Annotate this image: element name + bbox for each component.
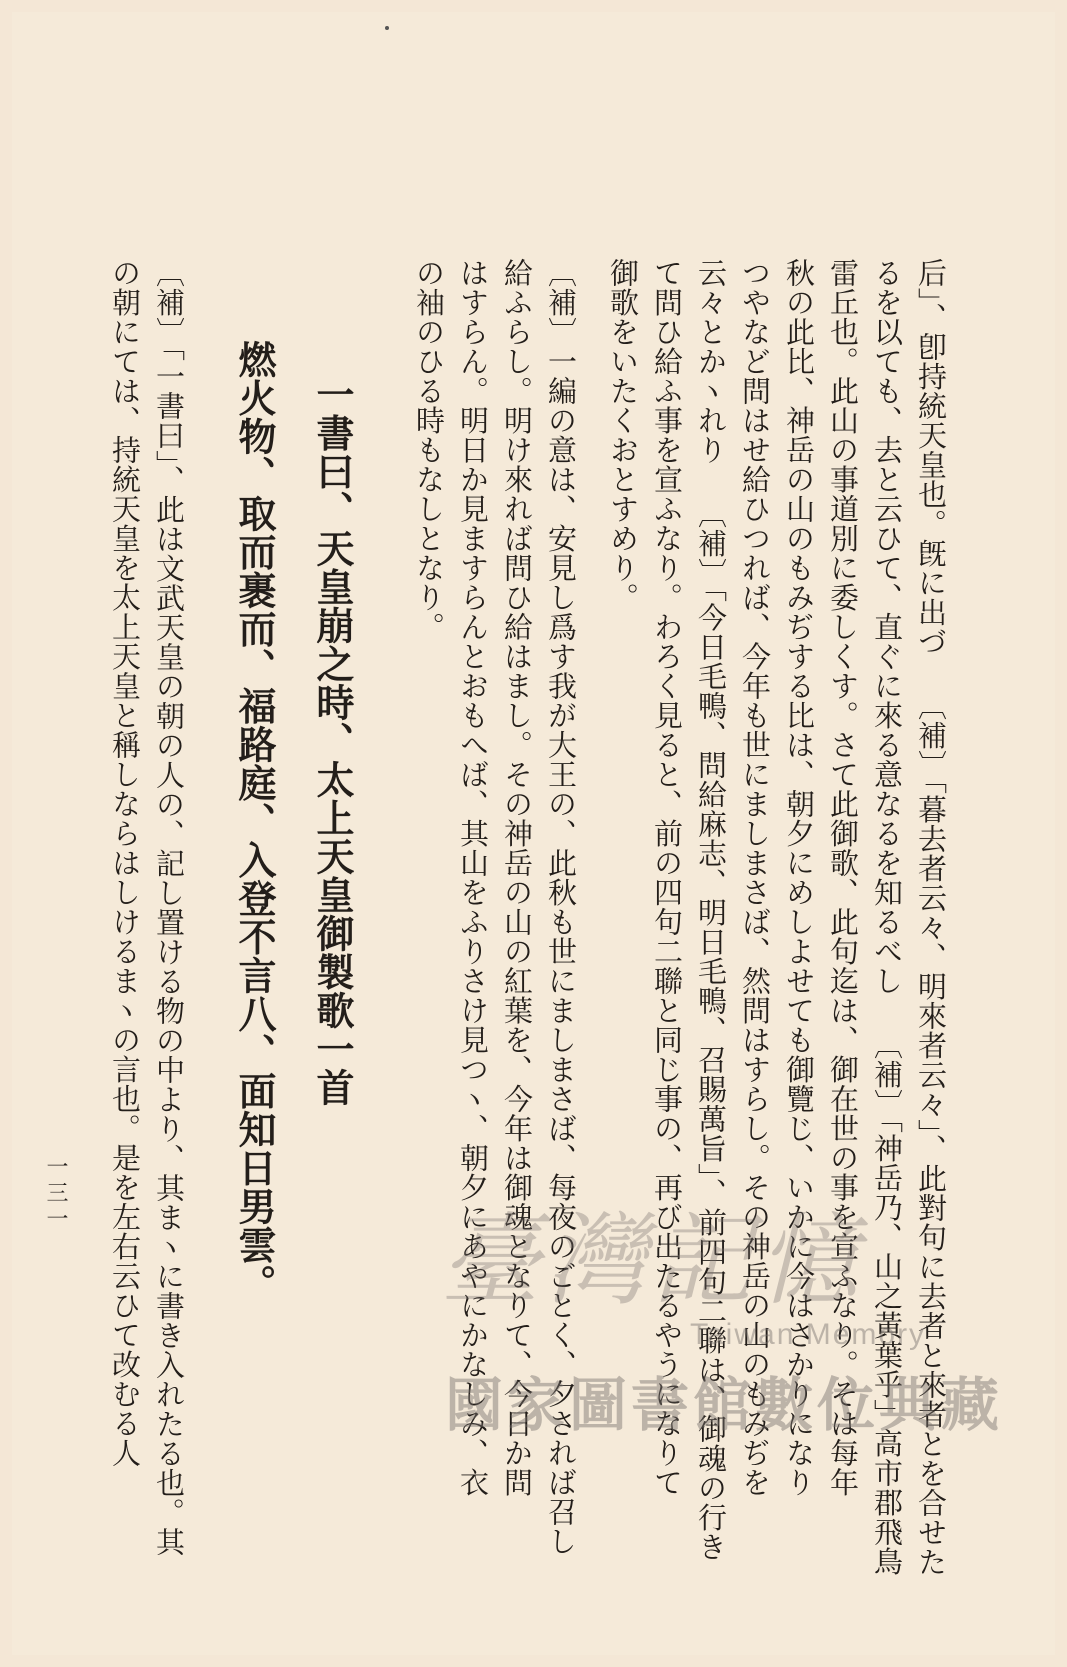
watermark-library-name: 國家圖書館數位典藏 — [445, 1371, 1004, 1439]
text-column-4: 秋の此比、神岳の山のもみぢする比は、朝夕にめしよせても御覽じ、いかに今はさかりになり — [782, 258, 816, 1497]
page-number: 一三一 — [43, 1155, 68, 1233]
text-column-5: つやなど問はせ給ひつれば、今年も世にましまさば、然問はすらし。その神岳の山のもみぢを — [738, 258, 772, 1497]
text-column-12: の袖のひる時もなしとなり。 — [412, 258, 446, 642]
text-column-6: 云々とかヽれり 〔補〕「今日毛鴨、問給麻志、明日毛鴨、召賜萬旨」、前四句二聯は、御魂の行き — [694, 258, 728, 1562]
watermark-logo: 臺灣記憶 — [440, 1202, 864, 1319]
text-column-11: はすらん。明日か見ますらんとおもへば、其山をふりさけ見つヽ、朝夕にあやにかなしみ、衣 — [456, 258, 490, 1497]
poem-text: 燃火物、取而裹而、福路庭、入登不言八、面知日男雲。 — [232, 340, 277, 1303]
text-column-1: 后」、卽持統天皇也。旣に出づ 〔補〕「暮去者云々、明來者云々」、此對句に去者と來者とを合せた — [914, 258, 948, 1577]
text-column-16: の朝にては、持統天皇を太上天皇と稱しならはしけるまヽの言也。是を左右云ひて改むる人 — [108, 258, 142, 1468]
text-column-9: 〔補〕一編の意は、安見し爲す我が大王の、此秋も世にましまさば、每夜のごとく、夕されば召し — [544, 258, 578, 1556]
text-column-3: 雷丘也。此山の事道別に委しくす。さて此御歌、此句迄は、御在世の事を宣ふなり。そは每年 — [826, 258, 860, 1497]
text-column-2: るを以ても、去と云ひて、直ぐに來る意なるを知るべし 〔補〕「神岳乃、山之黃葉乎」高市郡飛鳥 — [870, 258, 904, 1576]
watermark-latin: Taiwan Memory — [690, 1318, 927, 1351]
text-column-7: て問ひ給ふ事を宣ふなり。わろく見ると、前の四句二聯と同じ事の、再び出たるやうになりて — [650, 258, 684, 1497]
text-column-10: 給ふらし。明け來れば問ひ給はまし。その神岳の山の紅葉を、今年は御魂となりて、今日か問 — [500, 258, 534, 1497]
poem-heading: 一書曰、天皇崩之時、太上天皇御製歌一首 — [310, 375, 355, 1107]
text-column-15: 〔補〕「一書曰」、此は文武天皇の朝の人の、記し置ける物の中より、其まヽに書き入れたる也。其 — [152, 258, 186, 1557]
ink-speck — [385, 26, 389, 30]
text-column-8: 御歌をいたくおとすめり。 — [606, 258, 640, 612]
